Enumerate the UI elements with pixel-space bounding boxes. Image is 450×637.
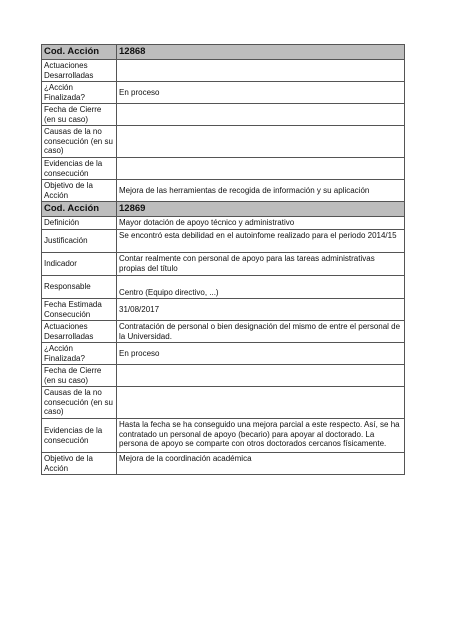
row-label: Actuaciones Desarrolladas [42,60,117,82]
table-row [42,365,405,387]
row-label: Evidencias de la consecución [42,158,117,180]
table-row [42,299,405,321]
table-header-row [42,202,405,217]
row-label: Fecha de Cierre (en su caso) [42,104,117,126]
table-row [42,253,405,276]
row-label: ¿Acción Finalizada? [42,343,117,365]
row-label: ¿Acción Finalizada? [42,82,117,104]
row-label: Fecha de Cierre (en su caso) [42,365,117,387]
row-label: Justificación [42,230,117,253]
row-value: Mejora de las herramientas de recogida de información y su aplicación [117,180,405,202]
row-value [117,126,405,158]
header-label: Cod. Acción [42,202,117,217]
table-row [42,158,405,180]
row-value [117,158,405,180]
row-value: Centro (Equipo directivo, ...) [117,276,405,299]
row-label: Fecha Estimada Consecución [42,299,117,321]
table-row [42,387,405,419]
header-code: 12868 [117,45,405,60]
header-code: 12869 [117,202,405,217]
row-value [117,365,405,387]
table-row [42,60,405,82]
table-row [42,126,405,158]
row-value: Hasta la fecha se ha conseguido una mejora parcial a este respecto. Así, se ha contratado un personal de apoyo (becario) para apoyar al doctorado. La persona de apoyo se comparte con otros doctorados cercanos físicamente. [117,419,405,453]
row-label: Causas de la no consecución (en su caso) [42,126,117,158]
row-label: Causas de la no consecución (en su caso) [42,387,117,419]
table-row [42,276,405,299]
row-value [117,104,405,126]
row-value: Contratación de personal o bien designación del mismo de entre el personal de la Universidad. [117,321,405,343]
table-row [42,230,405,253]
document-page [41,44,405,475]
table-row [42,82,405,104]
table-row [42,419,405,453]
table-row [42,104,405,126]
row-label: Objetivo de la Acción [42,453,117,475]
row-value [117,387,405,419]
actions-table [41,44,405,475]
row-value: En proceso [117,343,405,365]
row-value: Mayor dotación de apoyo técnico y administrativo [117,217,405,230]
header-label: Cod. Acción [42,45,117,60]
row-label: Objetivo de la Acción [42,180,117,202]
row-value: 31/08/2017 [117,299,405,321]
row-label: Definición [42,217,117,230]
row-label: Evidencias de la consecución [42,419,117,453]
table-row [42,180,405,202]
table-header-row [42,45,405,60]
row-value: En proceso [117,82,405,104]
row-value: Contar realmente con personal de apoyo para las tareas administrativas propias del título [117,253,405,276]
row-value: Se encontró esta debilidad en el autoinfome realizado para el periodo 2014/15 [117,230,405,253]
table-row [42,343,405,365]
row-label: Indicador [42,253,117,276]
table-row [42,217,405,230]
table-row [42,453,405,475]
row-value [117,60,405,82]
table-row [42,321,405,343]
row-label: Responsable [42,276,117,299]
row-value: Mejora de la coordinación académica [117,453,405,475]
row-label: Actuaciones Desarrolladas [42,321,117,343]
